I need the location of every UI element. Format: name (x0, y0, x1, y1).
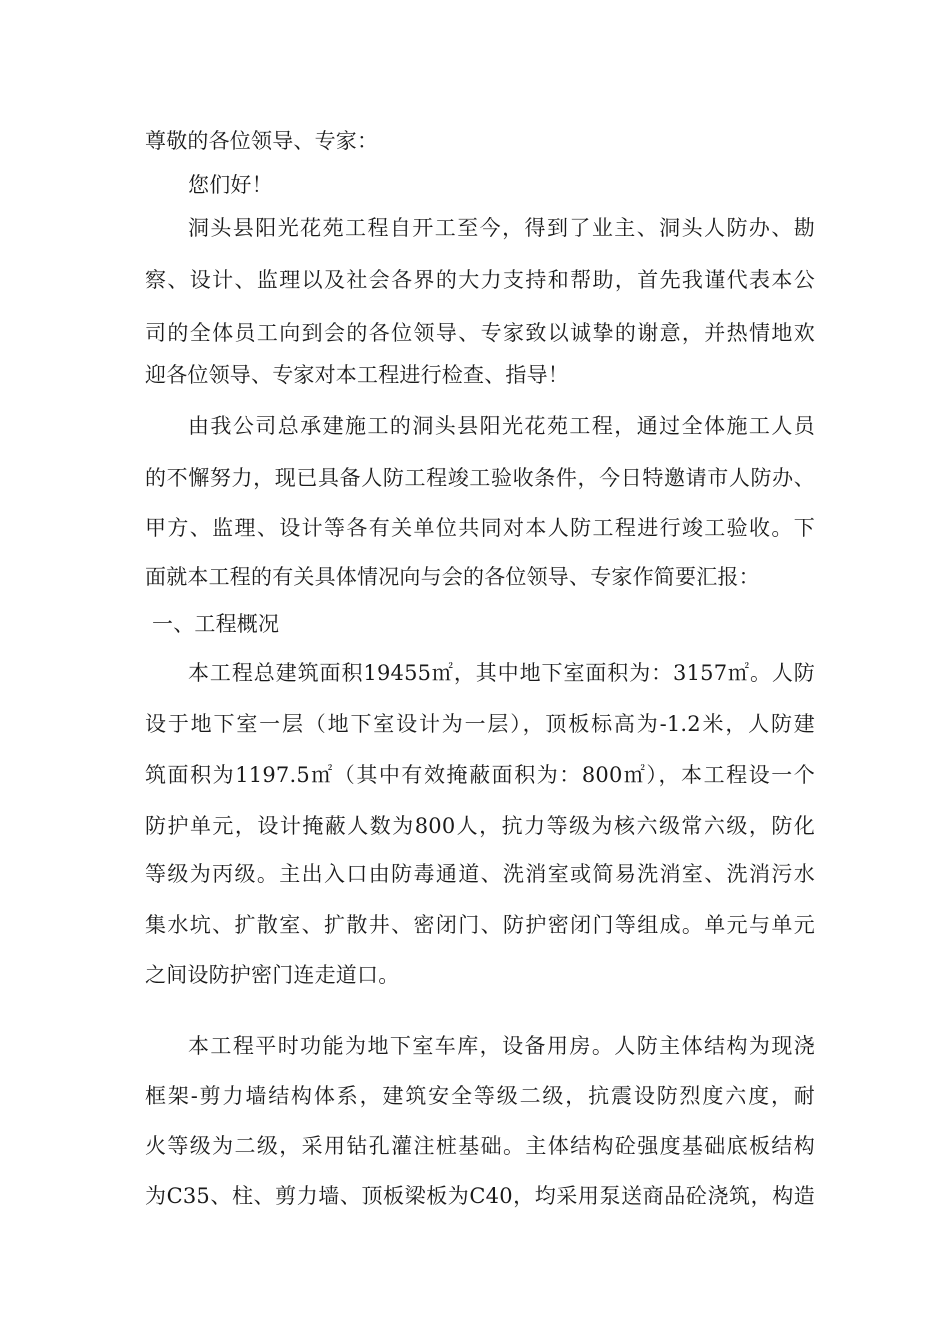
paragraph-line: 防护单元，设计掩蔽人数为800人，抗力等级为核六级常六级，防化 (145, 814, 815, 838)
paragraph-line: 框架-剪力墙结构体系，建筑安全等级二级，抗震设防烈度六度，耐 (145, 1084, 815, 1108)
paragraph-line: 火等级为二级，采用钻孔灌注桩基础。主体结构砼强度基础底板结构 (145, 1134, 815, 1158)
paragraph-line: 本工程平时功能为地下室车库，设备用房。人防主体结构为现浇 (188, 1034, 815, 1058)
salutation: 尊敬的各位领导、专家： (145, 129, 379, 153)
paragraph-line: 察、设计、监理以及社会各界的大力支持和帮助，首先我谨代表本公 (145, 268, 815, 292)
section-heading: 一、工程概况 (152, 612, 280, 636)
paragraph-line: 筑面积为1197.5㎡（其中有效掩蔽面积为：800㎡），本工程设一个 (145, 763, 815, 787)
paragraph-line: 由我公司总承建施工的洞头县阳光花苑工程，通过全体施工人员 (188, 414, 815, 438)
paragraph-line: 本工程总建筑面积19455㎡，其中地下室面积为：3157㎡。人防 (188, 661, 815, 685)
paragraph-line: 集水坑、扩散室、扩散井、密闭门、防护密闭门等组成。单元与单元 (145, 913, 815, 937)
paragraph-line: 等级为丙级。主出入口由防毒通道、洗消室或简易洗消室、洗消污水 (145, 862, 815, 886)
paragraph-line: 为C35、柱、剪力墙、顶板梁板为C40，均采用泵送商品砼浇筑，构造 (145, 1184, 815, 1208)
paragraph-line: 甲方、监理、设计等各有关单位共同对本人防工程进行竣工验收。下 (145, 516, 815, 540)
paragraph-line: 的不懈努力，现已具备人防工程竣工验收条件，今日特邀请市人防办、 (145, 466, 815, 490)
paragraph-line: 面就本工程的有关具体情况向与会的各位领导、专家作简要汇报： (145, 565, 760, 589)
greeting: 您们好！ (188, 173, 273, 197)
paragraph-line: 设于地下室一层（地下室设计为一层），顶板标高为-1.2米，人防建 (145, 712, 815, 736)
paragraph-line: 迎各位领导、专家对本工程进行检查、指导！ (145, 363, 569, 387)
paragraph-line: 洞头县阳光花苑工程自开工至今，得到了业主、洞头人防办、勘 (188, 216, 815, 240)
paragraph-line: 司的全体员工向到会的各位领导、专家致以诚挚的谢意，并热情地欢 (145, 321, 815, 345)
paragraph-line: 之间设防护密门连走道口。 (145, 963, 400, 987)
